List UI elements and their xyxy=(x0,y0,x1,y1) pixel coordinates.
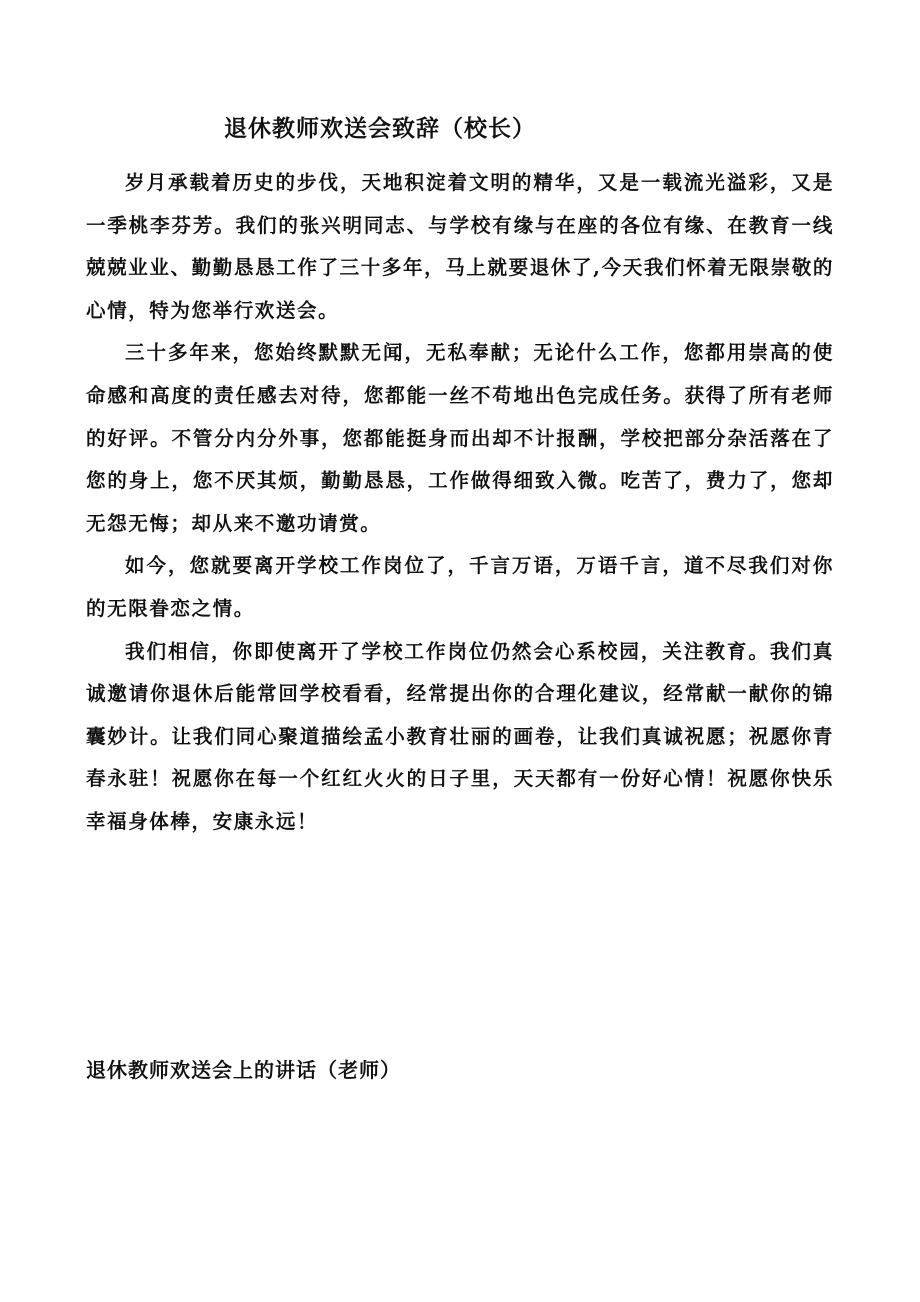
document-title: 退休教师欢送会致辞（校长） xyxy=(224,115,536,142)
watermark: zixin.com.cn xyxy=(360,576,635,622)
paragraph-2: 三十多年来，您始终默默无闻，无私奉献；无论什么工作，您都用崇高的使命感和高度的责任感去对待，您都能一丝不苟地出色完成任务。获得了所有老师的好评。不管分内分外事，您都能挺身而出却不计报酬，学校把部分杂活落在了您的身上，您不厌其烦，勤勤恳恳，工作做得细致入微。吃苦了，费力了，您却无怨无悔；却从来不邀功请赏。 xyxy=(86,341,834,535)
speech-body xyxy=(86,162,834,844)
second-section-title: 退休教师欢送会上的讲话（老师） xyxy=(86,1058,401,1082)
paragraph-4: 我们相信，你即使离开了学校工作岗位仍然会心系校园，关注教育。我们真诚邀请你退休后能常回学校看看，经常提出你的合理化建议，经常献一献你的锦囊妙计。让我们同心聚道描绘孟小教育壮丽的画卷，让我们真诚祝愿；祝愿你青春永驻！祝愿你在每一个红红火火的日子里，天天都有一份好心情！祝愿你快乐幸福身体棒，安康永远！ xyxy=(86,639,834,833)
paragraph-3: 如今，您就要离开学校工作岗位了，千言万语，万语千言，道不尽我们对你的无限眷恋之情。 xyxy=(86,554,834,620)
paragraph-1: 岁月承载着历史的步伐，天地积淀着文明的精华，又是一载流光溢彩，又是一季桃李芬芳。我们的张兴明同志、与学校有缘与在座的各位有缘、在教育一线兢兢业业、勤勤恳恳工作了三十多年，马上就要退休了,今天我们怀着无限崇敬的心情，特为您举行欢送会。 xyxy=(86,171,834,322)
